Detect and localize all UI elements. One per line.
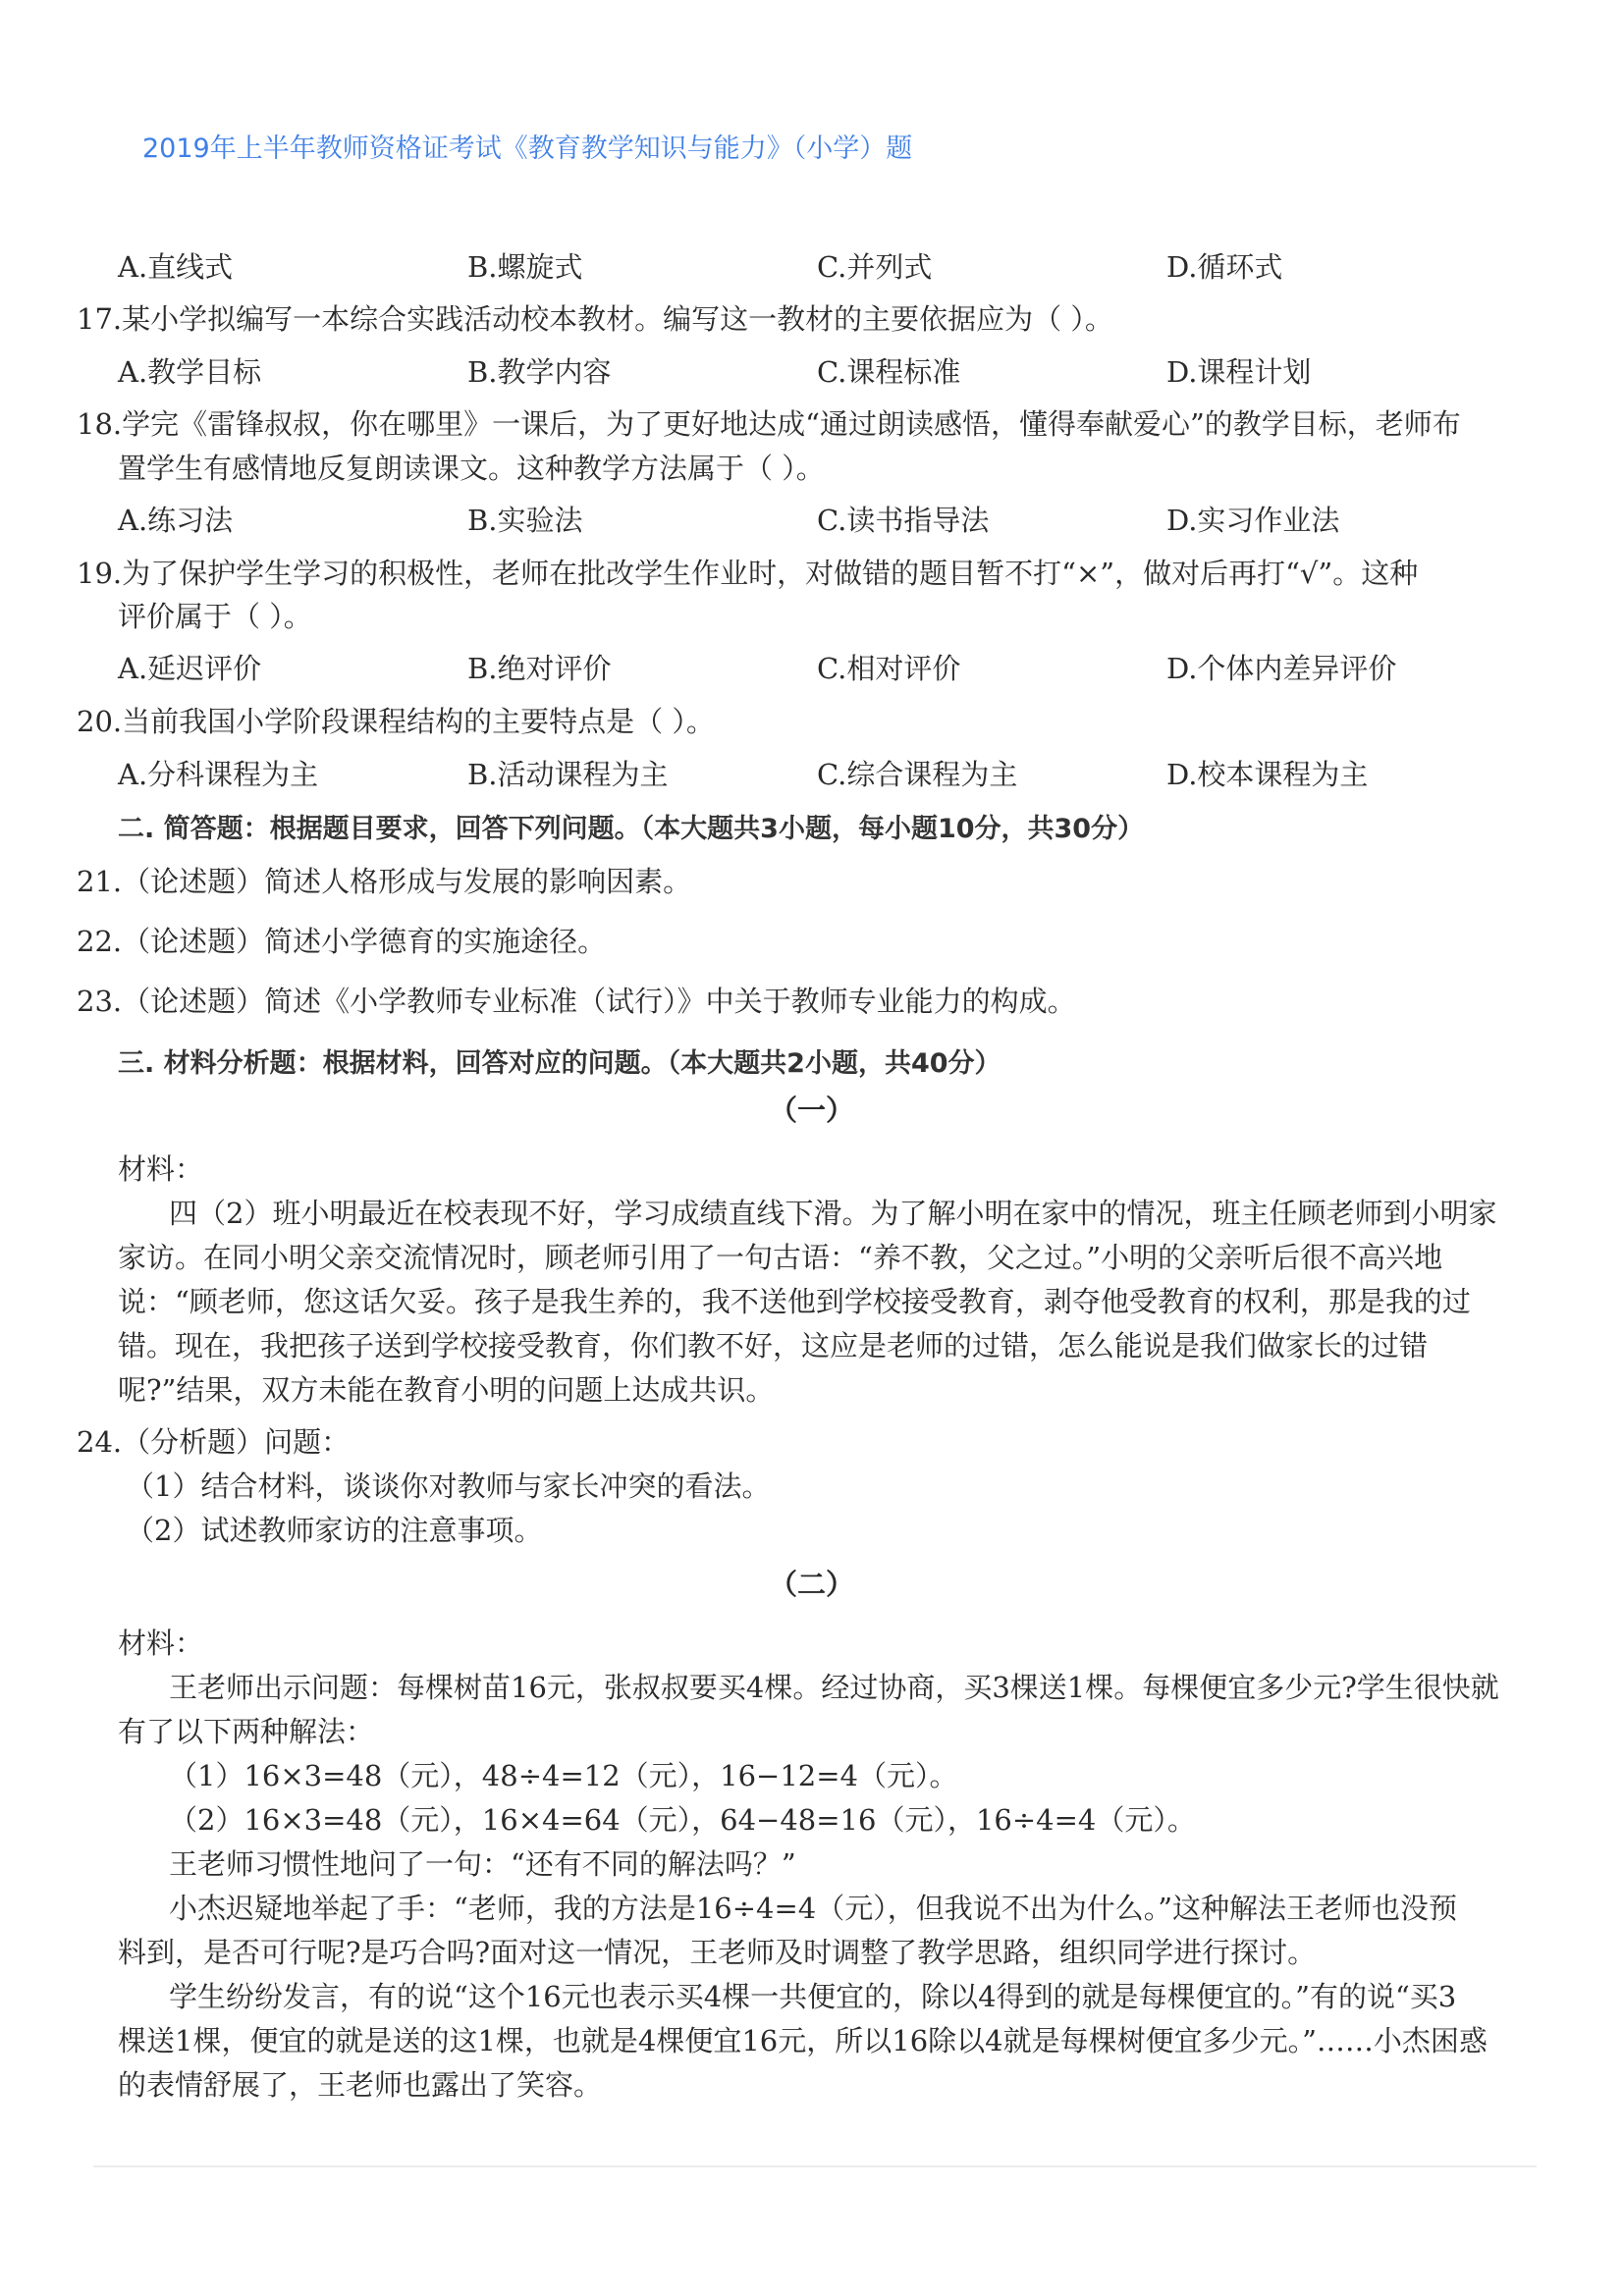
part2-line: 王老师出示问题：每棵树苗16元，张叔叔要买4棵。经过协商，买3棵送1棵。每棵便宜多少元?学生很快就	[169, 1671, 1499, 1704]
part2-line: 小杰迟疑地举起了手：“老师，我的方法是16÷4=4（元），但我说不出为什么。”这种解法王老师也没预	[169, 1892, 1458, 1925]
q18-option-d: D.实习作业法	[1166, 504, 1340, 537]
part2-line: 料到，是否可行呢?是巧合吗?面对这一情况，王老师及时调整了教学思路，组织同学进行探讨。	[118, 1936, 1317, 1969]
part2-line: 的表情舒展了，王老师也露出了笑容。	[118, 2068, 603, 2102]
q16-option-a: A.直线式	[118, 250, 234, 284]
q20-option-a: A.分科课程为主	[118, 758, 319, 791]
q17-option-d: D.课程计划	[1166, 355, 1312, 389]
q17-option-c: C.课程标准	[817, 355, 961, 389]
page-title: 2019年上半年教师资格证考试《教育教学知识与能力》（小学）题	[142, 133, 913, 164]
part2-line: （2）16×3=48（元），16×4=64（元），64−48=16（元），16÷4=4（元）。	[169, 1803, 1196, 1837]
part2-line: 棵送1棵，便宜的就是送的这1棵，也就是4棵便宜16元，所以16除以4就是每棵树便宜多少元。”……小杰困惑	[118, 2024, 1488, 2057]
part1-label: （一）	[768, 1094, 854, 1127]
q19-option-a: A.延迟评价	[118, 652, 262, 685]
part1-line: 错。现在，我把孩子送到学校接受教育，你们教不好，这应是老师的过错，怎么能说是我们做家长的过错	[118, 1329, 1429, 1362]
q16-option-c: C.并列式	[817, 250, 933, 284]
part2-material-label: 材料：	[118, 1627, 204, 1660]
q18-option-c: C.读书指导法	[817, 504, 990, 537]
q18-option-b: B.实验法	[467, 504, 583, 537]
part1-line: 家访。在同小明父亲交流情况时，顾老师引用了一句古语：“养不教，父之过。”小明的父亲听后很不高兴地	[118, 1241, 1443, 1274]
part1-line: 说：“顾老师，您这话欠妥。孩子是我生养的，我不送他到学校接受教育，剥夺他受教育的权利，那是我的过	[118, 1285, 1471, 1318]
q19-line2: 评价属于（ ）。	[118, 600, 312, 633]
q24-text: 24.（分析题）问题：	[77, 1425, 351, 1459]
part1-line: 四（2）班小明最近在校表现不好，学习成绩直线下滑。为了解小明在家中的情况，班主任顾老师到小明家	[169, 1197, 1497, 1230]
footer-divider	[93, 2165, 1537, 2167]
q20-option-c: C.综合课程为主	[817, 758, 1018, 791]
q17-option-b: B.教学内容	[467, 355, 612, 389]
part1-material-label: 材料：	[118, 1152, 204, 1186]
q24-sub2: （2）试述教师家访的注意事项。	[126, 1514, 543, 1547]
q18-line2: 置学生有感情地反复朗读课文。这种教学方法属于（ ）。	[118, 452, 825, 485]
q19-option-c: C.相对评价	[817, 652, 961, 685]
q19-option-d: D.个体内差异评价	[1166, 652, 1397, 685]
q16-option-d: D.循环式	[1166, 250, 1283, 284]
q21-text: 21.（论述题）简述人格形成与发展的影响因素。	[77, 865, 692, 898]
part2-line: 学生纷纷发言，有的说“这个16元也表示买4棵一共便宜的，除以4得到的就是每棵便宜的。”有的说“买3	[169, 1980, 1457, 2013]
section3-heading: 三. 材料分析题：根据材料，回答对应的问题。（本大题共2小题，共40分）	[118, 1048, 1001, 1079]
part2-line: 王老师习惯性地问了一句：“还有不同的解法吗？”	[169, 1847, 796, 1881]
q20-text: 20.当前我国小学阶段课程结构的主要特点是（ ）。	[77, 705, 715, 738]
q24-sub1: （1）结合材料，谈谈你对教师与家长冲突的看法。	[126, 1469, 771, 1503]
q17-text: 17.某小学拟编写一本综合实践活动校本教材。编写这一教材的主要依据应为（ ）。	[77, 302, 1113, 336]
q22-text: 22.（论述题）简述小学德育的实施途径。	[77, 925, 607, 958]
part2-label: （二）	[768, 1568, 854, 1601]
q23-text: 23.（论述题）简述《小学教师专业标准（试行）》中关于教师专业能力的构成。	[77, 985, 1076, 1018]
q19-line1: 19.为了保护学生学习的积极性，老师在批改学生作业时，对做错的题目暂不打“×”，做对后再打“√”。这种	[77, 557, 1419, 590]
section2-heading: 二. 简答题：根据题目要求，回答下列问题。（本大题共3小题，每小题10分，共30分）	[118, 814, 1145, 844]
q18-option-a: A.练习法	[118, 504, 234, 537]
q19-option-b: B.绝对评价	[467, 652, 612, 685]
part2-line: 有了以下两种解法：	[118, 1715, 375, 1748]
q16-option-b: B.螺旋式	[467, 250, 583, 284]
q20-option-b: B.活动课程为主	[467, 758, 669, 791]
q20-option-d: D.校本课程为主	[1166, 758, 1369, 791]
q18-line1: 18.学完《雷锋叔叔，你在哪里》一课后，为了更好地达成“通过朗读感悟，懂得奉献爱心”的教学目标，老师布	[77, 407, 1461, 441]
part2-line: （1）16×3=48（元），48÷4=12（元），16−12=4（元）。	[169, 1759, 958, 1792]
q17-option-a: A.教学目标	[118, 355, 262, 389]
part1-line: 呢?”结果，双方未能在教育小明的问题上达成共识。	[118, 1373, 775, 1407]
